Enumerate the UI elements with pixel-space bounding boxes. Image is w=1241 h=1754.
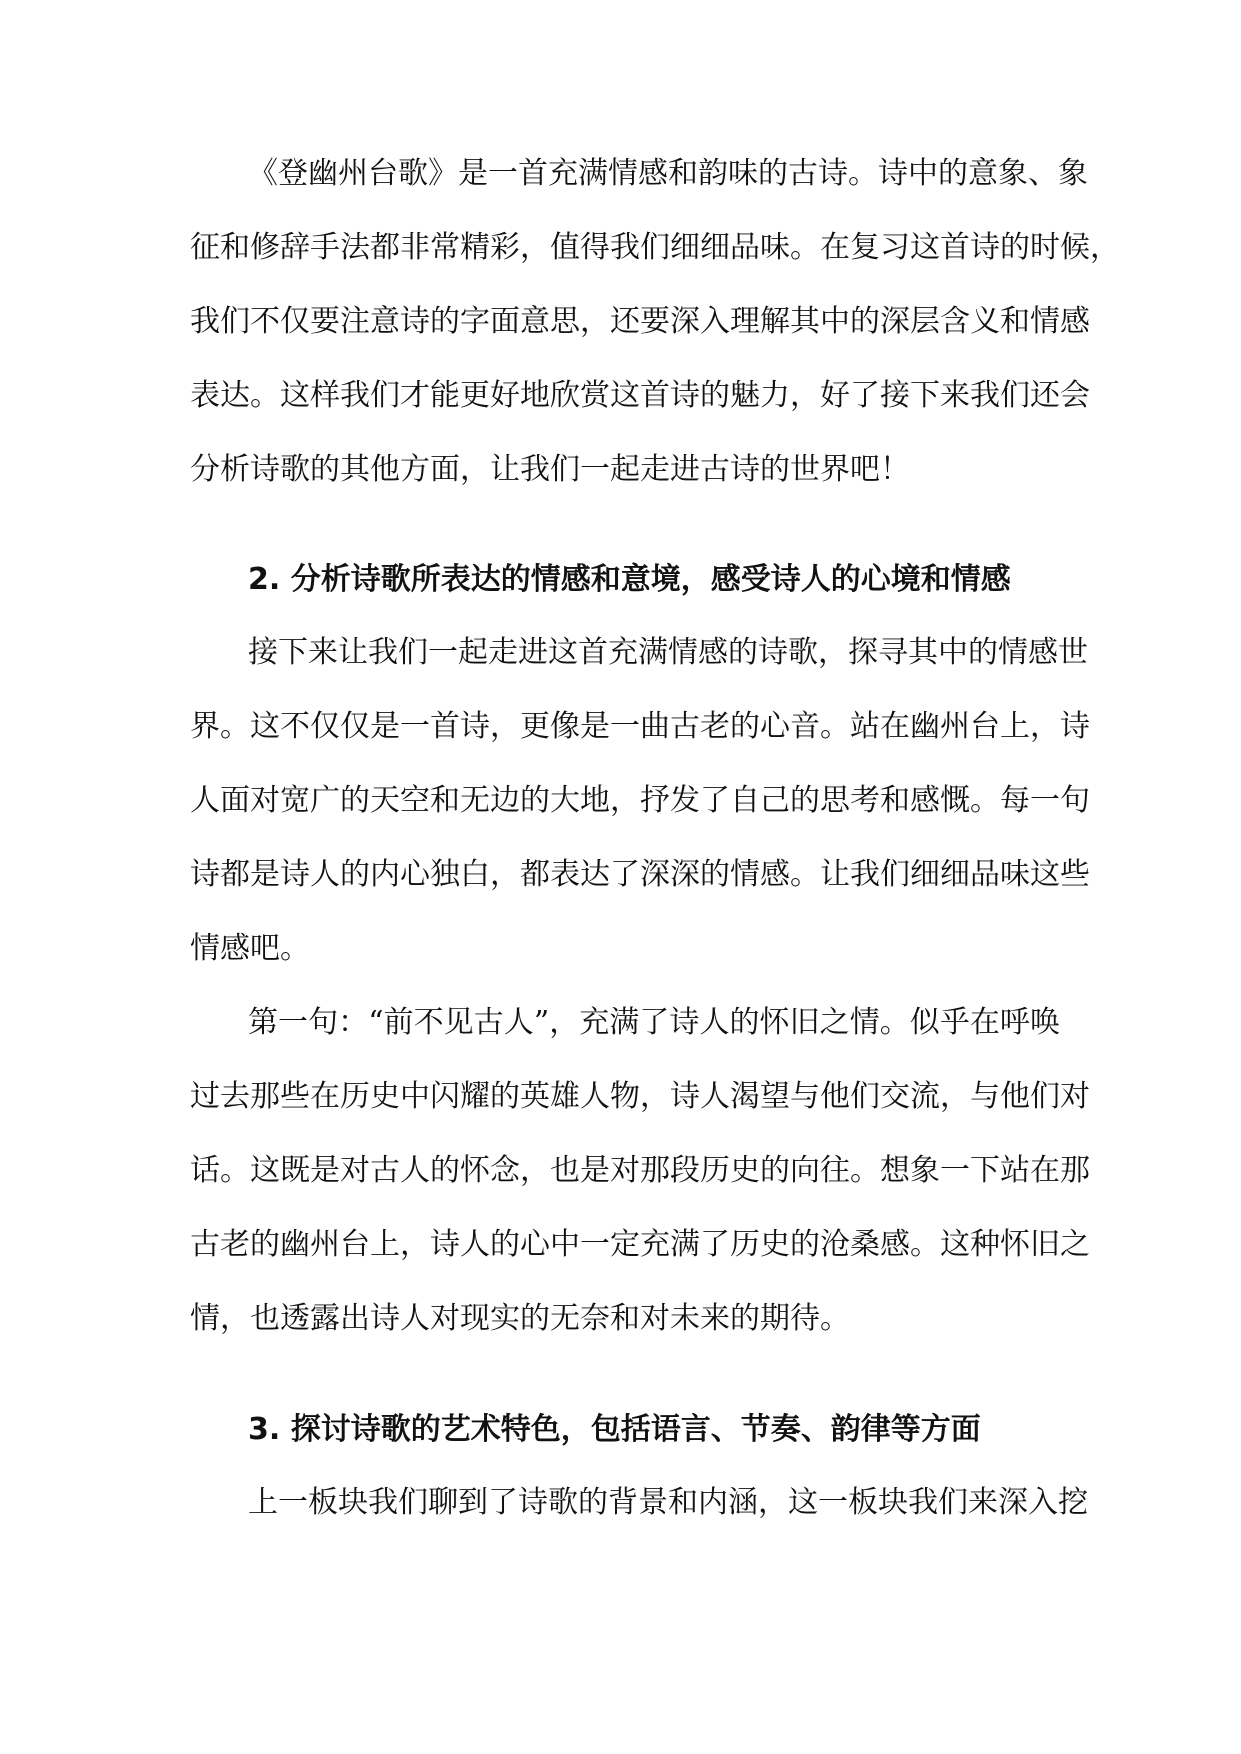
section-heading-2: 2. 分析诗歌所表达的情感和意境，感受诗人的心境和情感 <box>248 562 1011 597</box>
paragraph-3-line-1: 第一句：“前不见古人”，充满了诗人的怀旧之情。似乎在呼唤 <box>248 1005 1060 1040</box>
paragraph-1-line-3: 我们不仅要注意诗的字面意思，还要深入理解其中的深层含义和情感 <box>190 304 1090 339</box>
paragraph-2-line-1: 接下来让我们一起走进这首充满情感的诗歌，探寻其中的情感世 <box>248 635 1088 670</box>
paragraph-3-line-4: 古老的幽州台上，诗人的心中一定充满了历史的沧桑感。这种怀旧之 <box>190 1227 1090 1262</box>
paragraph-3-line-3: 话。这既是对古人的怀念，也是对那段历史的向往。想象一下站在那 <box>190 1153 1090 1188</box>
paragraph-3-line-5: 情，也透露出诗人对现实的无奈和对未来的期待。 <box>190 1301 850 1336</box>
paragraph-1-line-4: 表达。这样我们才能更好地欣赏这首诗的魅力，好了接下来我们还会 <box>190 378 1090 413</box>
paragraph-2-line-2: 界。这不仅仅是一首诗，更像是一曲古老的心音。站在幽州台上，诗 <box>190 709 1090 744</box>
section-heading-3: 3. 探讨诗歌的艺术特色，包括语言、节奏、韵律等方面 <box>248 1412 981 1447</box>
paragraph-1-line-2: 征和修辞手法都非常精彩，值得我们细细品味。在复习这首诗的时候， <box>190 230 1120 265</box>
paragraph-2-line-5: 情感吧。 <box>190 931 310 966</box>
paragraph-2-line-4: 诗都是诗人的内心独白，都表达了深深的情感。让我们细细品味这些 <box>190 857 1090 892</box>
paragraph-2-line-3: 人面对宽广的天空和无边的大地，抒发了自己的思考和感慨。每一句 <box>190 783 1090 818</box>
paragraph-1-line-5: 分析诗歌的其他方面，让我们一起走进古诗的世界吧！ <box>190 452 910 487</box>
paragraph-1-line-1: 《登幽州台歌》是一首充满情感和韵味的古诗。诗中的意象、象 <box>248 156 1088 191</box>
paragraph-4-line-1: 上一板块我们聊到了诗歌的背景和内涵，这一板块我们来深入挖 <box>248 1485 1088 1520</box>
paragraph-3-line-2: 过去那些在历史中闪耀的英雄人物，诗人渴望与他们交流，与他们对 <box>190 1079 1090 1114</box>
